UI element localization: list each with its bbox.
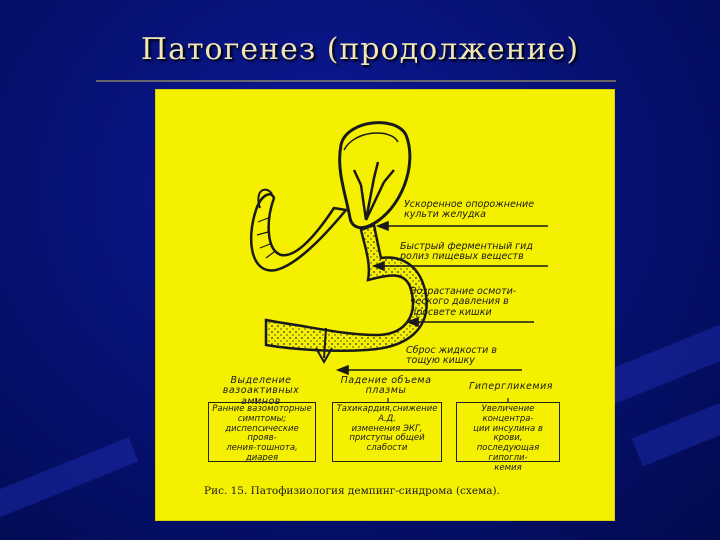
column-heading-amines: Выделение вазоактивных аминов [222,375,300,407]
effect-box-insulin: Увеличение концентра- ции инсулина в крови, последующая гипогли- кемия [456,402,560,462]
diagram-figure [156,90,614,520]
arrow-label-gastric-emptying: Ускоренное опорожнение культи желудка [404,199,535,221]
arrow-label-fluid-shift: Сброс жидкости в тощую кишку [406,345,497,367]
title-underline [96,80,616,82]
arrow-label-hydrolysis: Быстрый ферментный гид ролиз пищевых веществ [400,241,533,263]
decor-stripe [602,290,720,404]
effect-box-vasomotor: Ранние вазомоторные симптомы; диспепсические прояв- ления-тошнота, диарея [208,402,316,462]
slide-title [0,32,720,67]
decor-stripe [0,437,138,529]
effect-box-tachycardia: Тахикардия,снижение А.Д. изменения ЭКГ, приступы общей слабости [332,402,442,462]
arrow-label-osmotic-pressure: Возрастание осмоти- ческого давления в просвете кишки [410,286,517,318]
column-heading-plasma: Падение объема плазмы [340,375,432,397]
figure-caption: Рис. 15. Патофизиология демпинг-синдрома (схема). [204,485,500,497]
column-heading-hyperglycemia: Гипергликемия [469,381,553,392]
slide-title-text: Патогенез (продолжение) [140,32,580,67]
